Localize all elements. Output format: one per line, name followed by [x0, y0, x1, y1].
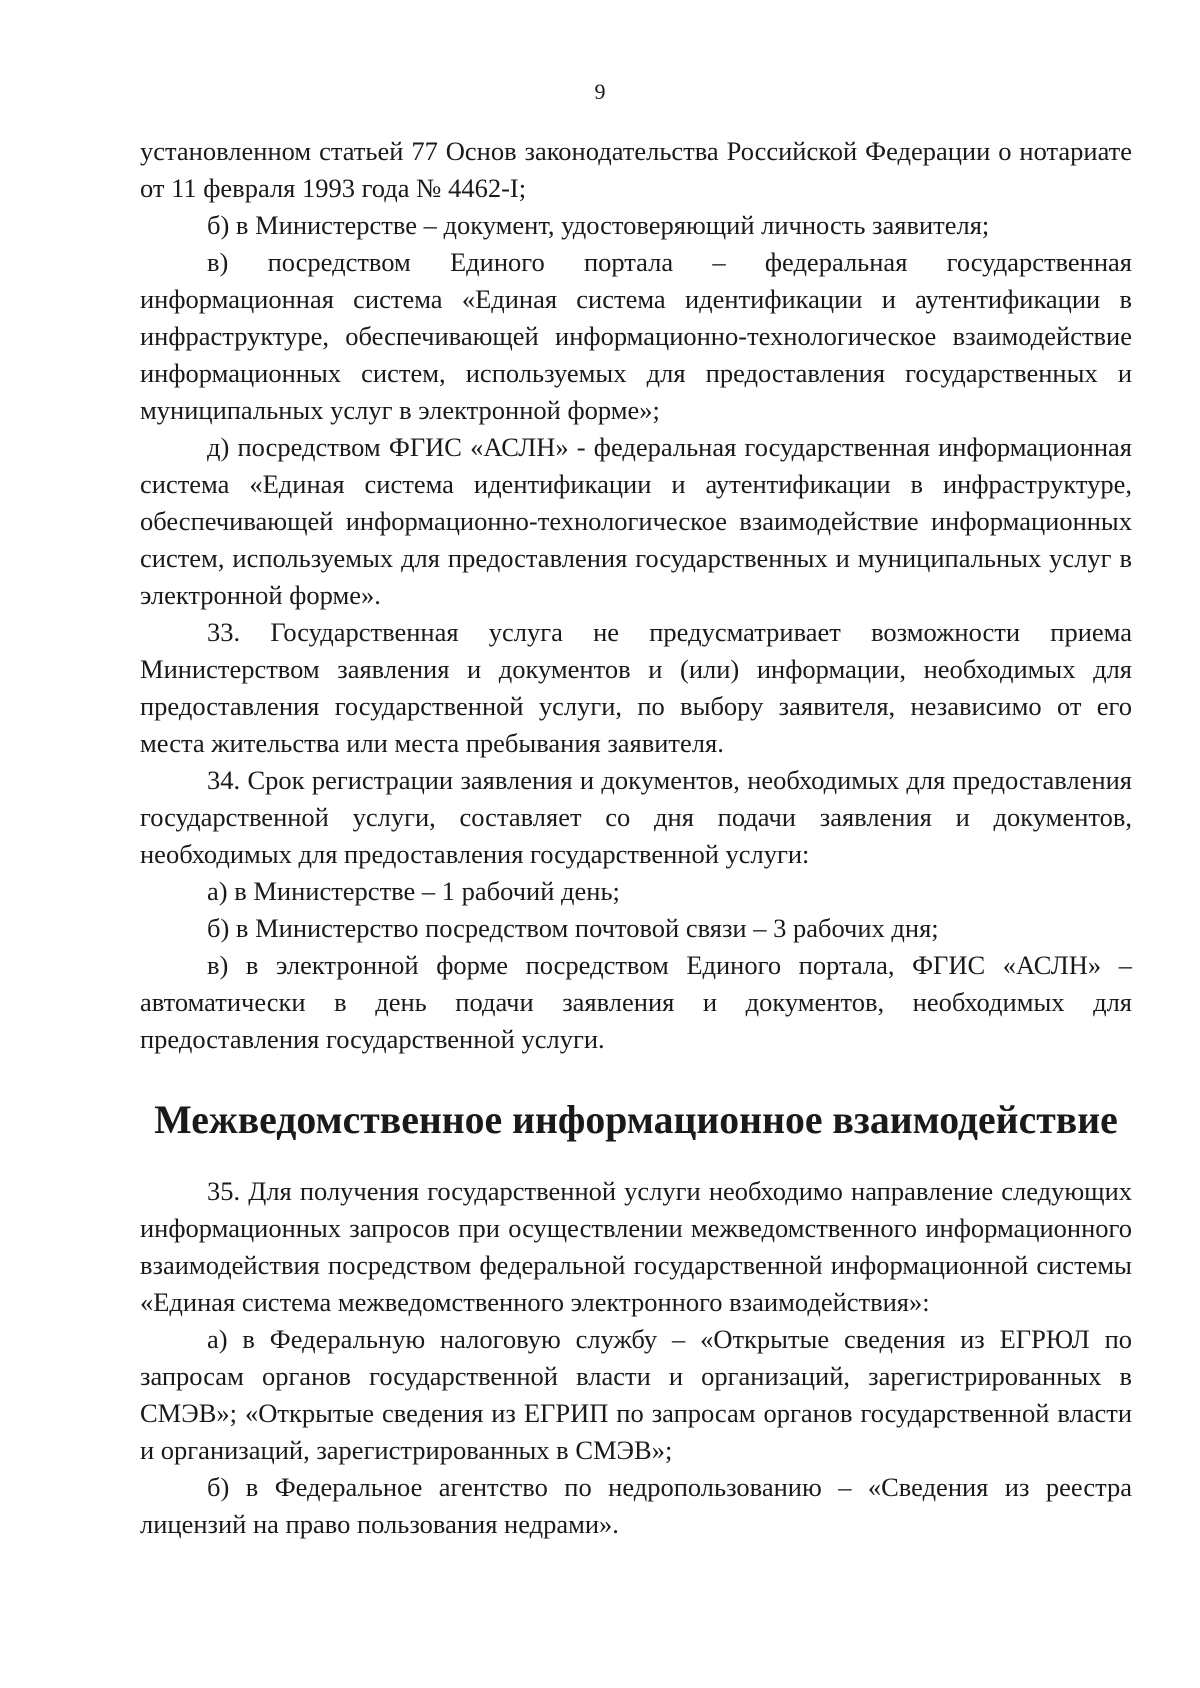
document-body [140, 133, 1132, 1543]
paragraph-35: 35. Для получения государственной услуги необходимо направление следующих информационных запросов при осуществлении межведомственного информационного взаимодействия посредством федеральной государственной информационной системы «Единая система межведомственного электронного взаимодействия»: [140, 1176, 1132, 1317]
paragraph-34: 34. Срок регистрации заявления и документов, необходимых для предоставления государственной услуги, составляет со дня подачи заявления и документов, необходимых для предоставления государственной услуги: [140, 765, 1132, 869]
paragraph-35-item-b: б) в Федеральное агентство по недропользованию – «Сведения из реестра лицензий на право пользования недрами». [140, 1472, 1132, 1539]
paragraph-34-item-v: в) в электронной форме посредством Единого портала, ФГИС «АСЛН» – автоматически в день подачи заявления и документов, необходимых для предоставления государственной услуги. [140, 950, 1132, 1054]
paragraph-continuation: установленном статьей 77 Основ законодательства Российской Федерации о нотариате от 11 февраля 1993 года № 4462-I; [140, 136, 1132, 203]
section-interagency [140, 1173, 1132, 1543]
paragraph-33: 33. Государственная услуга не предусматривает возможности приема Министерством заявления и документов и (или) информации, необходимых для предоставления государственной услуги, по выбору заявителя, независимо от его места жительства или места пребывания заявителя. [140, 617, 1132, 758]
paragraph-item-d-fgis: д) посредством ФГИС «АСЛН» - федеральная государственная информационная система «Единая система идентификации и аутентификации в инфраструктуре, обеспечивающей информационно-технологическое взаимодействие информационных систем, используемых для предоставления государственных и муниципальных услуг в электронной форме». [140, 432, 1132, 610]
paragraph-34-item-a: а) в Министерстве – 1 рабочий день; [207, 876, 620, 906]
page-number: 9 [594, 79, 606, 104]
paragraph-item-v-portal: в) посредством Единого портала – федеральная государственная информационная система «Единая система идентификации и аутентификации в инфраструктуре, обеспечивающей информационно-технологическое взаимодействие информационных систем, используемых для предоставления государственных и муниципальных услуг в электронной форме»; [140, 247, 1132, 425]
section-heading: Межведомственное информационное взаимодействие [154, 1098, 1118, 1142]
paragraph-35-item-a: а) в Федеральную налоговую службу – «Открытые сведения из ЕГРЮЛ по запросам органов государственной власти и организаций, зарегистрированных в СМЭВ»; «Открытые сведения из ЕГРИП по запросам органов государственной власти и организаций, зарегистрированных в СМЭВ»; [140, 1324, 1132, 1465]
paragraph-34-item-b: б) в Министерство посредством почтовой связи – 3 рабочих дня; [207, 913, 939, 943]
paragraph-item-b-ministry: б) в Министерстве – документ, удостоверяющий личность заявителя; [207, 210, 990, 240]
